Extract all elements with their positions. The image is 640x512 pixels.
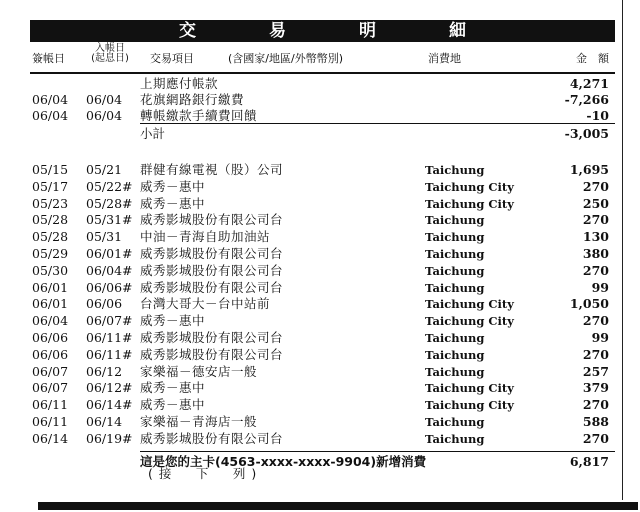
transaction-location: Taichung xyxy=(425,347,485,362)
transaction-row xyxy=(30,364,615,380)
summary-amount: 4,271 xyxy=(569,76,609,91)
summary-item: 上期應付帳款 xyxy=(140,76,219,91)
transaction-entry-date: 05/28# xyxy=(86,195,133,211)
transaction-row xyxy=(30,229,615,245)
transaction-post-date: 06/06 xyxy=(32,346,69,362)
transaction-item: 威秀影城股份有限公司台 xyxy=(140,346,284,362)
transaction-post-date: 06/06 xyxy=(32,330,69,345)
transaction-amount: 270 xyxy=(582,346,609,362)
transaction-item: 群健有線電視（股）公司 xyxy=(140,162,284,177)
transaction-entry-date: 06/12# xyxy=(86,380,133,396)
total-amount: 6,817 xyxy=(569,454,609,469)
transaction-post-date: 06/07 xyxy=(32,380,69,396)
adjacent-page-edge xyxy=(622,0,640,512)
transaction-item: 威秀影城股份有限公司台 xyxy=(140,430,284,446)
transaction-location: Taichung xyxy=(425,415,485,429)
subtotal-amount: -3,005 xyxy=(564,126,609,141)
header-rule xyxy=(30,72,615,74)
continued-note: (接 下 列) xyxy=(148,466,263,481)
transaction-item: 中油－青海自助加油站 xyxy=(140,229,271,245)
summary-post-date: 06/04 xyxy=(32,92,69,107)
transaction-row xyxy=(30,431,615,447)
summary-entry-date: 06/04 xyxy=(86,92,123,107)
transaction-row xyxy=(30,397,615,413)
transaction-post-date: 05/23 xyxy=(32,195,69,211)
transaction-amount: 270 xyxy=(582,313,609,329)
transaction-amount: 99 xyxy=(591,279,609,295)
transaction-entry-date: 06/14# xyxy=(86,397,133,413)
transaction-post-date: 05/17 xyxy=(32,178,69,194)
col-entry-date-line2: (起息日) xyxy=(91,53,129,64)
transaction-location: Taichung City xyxy=(425,179,514,194)
transaction-item: 威秀影城股份有限公司台 xyxy=(140,212,284,228)
transaction-amount: 380 xyxy=(582,246,609,261)
transaction-amount: 99 xyxy=(591,330,609,345)
transaction-location: Taichung xyxy=(425,247,485,261)
transaction-row xyxy=(30,246,615,262)
col-item: 交易項目 xyxy=(150,52,194,65)
transaction-entry-date: 06/14 xyxy=(86,414,123,429)
transaction-post-date: 06/04 xyxy=(32,313,69,329)
statement-title: 交 易 明 細 xyxy=(30,20,615,42)
transaction-item: 家樂福－青海店一般 xyxy=(140,414,258,429)
transaction-location: Taichung xyxy=(425,364,485,379)
summary-amount: -10 xyxy=(586,108,609,123)
transaction-row xyxy=(30,263,615,279)
transaction-entry-date: 06/11# xyxy=(86,346,133,362)
transaction-amount: 379 xyxy=(582,380,609,396)
summary-entry-date: 06/04 xyxy=(86,108,123,123)
summary-row xyxy=(30,92,615,108)
transaction-row xyxy=(30,179,615,195)
transaction-item: 台灣大哥大－台中站前 xyxy=(140,296,271,312)
transaction-location: Taichung City xyxy=(425,297,514,312)
transaction-amount: 270 xyxy=(582,397,609,413)
summary-item: 轉帳繳款手續費回饋 xyxy=(140,108,258,123)
transaction-entry-date: 05/22# xyxy=(86,178,133,194)
transaction-entry-date: 06/06 xyxy=(86,296,123,312)
transaction-location: Taichung xyxy=(425,163,485,177)
col-amount: 金 額 xyxy=(576,52,609,65)
transaction-amount: 270 xyxy=(582,178,609,194)
transaction-post-date: 06/01 xyxy=(32,296,69,312)
col-entry-date xyxy=(86,44,134,64)
summary-item: 花旗網路銀行繳費 xyxy=(140,92,245,107)
col-item-note: (含國家/地區/外幣幣別) xyxy=(228,52,343,65)
transaction-amount: 130 xyxy=(582,229,609,245)
subtotal-label: 小計 xyxy=(140,126,166,141)
transaction-entry-date: 05/31 xyxy=(86,229,123,245)
subtotal-rule xyxy=(140,123,615,124)
transaction-item: 家樂福－德安店一般 xyxy=(140,363,258,379)
transaction-entry-date: 06/19# xyxy=(86,430,133,446)
transaction-location: Taichung City xyxy=(425,196,514,211)
transaction-post-date: 05/29 xyxy=(32,246,69,261)
transaction-post-date: 06/07 xyxy=(32,363,69,379)
transaction-entry-date: 06/07# xyxy=(86,313,133,329)
transaction-amount: 270 xyxy=(582,262,609,278)
transaction-entry-date: 06/01# xyxy=(86,246,133,261)
transaction-entry-date: 06/11# xyxy=(86,330,133,345)
transaction-post-date: 06/11 xyxy=(32,397,69,413)
transaction-item: 威秀－惠中 xyxy=(140,195,206,211)
column-header xyxy=(30,43,615,71)
total-row xyxy=(30,454,615,470)
summary-row xyxy=(30,76,615,92)
transaction-entry-date: 05/21 xyxy=(86,162,123,177)
transaction-row xyxy=(30,330,615,346)
transaction-amount: 257 xyxy=(582,363,609,379)
subtotal-row xyxy=(30,126,615,142)
transaction-location: Taichung City xyxy=(425,381,514,396)
transaction-amount: 270 xyxy=(582,430,609,446)
transaction-item: 威秀影城股份有限公司台 xyxy=(140,330,284,345)
transaction-location: Taichung xyxy=(425,331,485,345)
transaction-location: Taichung City xyxy=(425,314,514,329)
transaction-location: Taichung xyxy=(425,280,485,295)
transaction-row xyxy=(30,414,615,430)
transaction-item: 威秀－惠中 xyxy=(140,178,206,194)
transaction-row xyxy=(30,196,615,212)
transaction-row xyxy=(30,280,615,296)
transaction-post-date: 05/28 xyxy=(32,212,69,228)
transaction-post-date: 05/15 xyxy=(32,162,69,177)
transaction-location: Taichung xyxy=(425,431,485,446)
transaction-post-date: 06/11 xyxy=(32,414,69,429)
transaction-post-date: 05/30 xyxy=(32,262,69,278)
transaction-item: 威秀－惠中 xyxy=(140,397,206,413)
col-location: 消費地 xyxy=(428,52,461,65)
transaction-row xyxy=(30,380,615,396)
transaction-location: Taichung xyxy=(425,263,485,278)
transaction-item: 威秀－惠中 xyxy=(140,380,206,396)
transaction-item: 威秀影城股份有限公司台 xyxy=(140,246,284,261)
transaction-row xyxy=(30,162,615,178)
summary-amount: -7,266 xyxy=(564,92,609,107)
transaction-item: 威秀－惠中 xyxy=(140,313,206,329)
transaction-post-date: 05/28 xyxy=(32,229,69,245)
summary-row xyxy=(30,108,615,124)
transaction-row xyxy=(30,296,615,312)
transaction-location: Taichung xyxy=(425,213,485,228)
transaction-amount: 588 xyxy=(582,414,609,429)
transaction-post-date: 06/01 xyxy=(32,279,69,295)
col-post-date: 簽帳日 xyxy=(32,52,65,65)
transaction-row xyxy=(30,212,615,228)
transaction-amount: 1,050 xyxy=(569,296,609,312)
transaction-item: 威秀影城股份有限公司台 xyxy=(140,279,284,295)
total-rule xyxy=(140,451,615,452)
transaction-location: Taichung City xyxy=(425,398,514,413)
total-label: 這是您的主卡(4563-xxxx-xxxx-9904)新增消費 xyxy=(140,454,427,469)
transaction-amount: 270 xyxy=(582,212,609,228)
bottom-bar xyxy=(0,500,640,512)
transaction-entry-date: 06/06# xyxy=(86,279,133,295)
transaction-location: Taichung xyxy=(425,230,485,245)
transaction-post-date: 06/14 xyxy=(32,430,69,446)
transaction-row xyxy=(30,313,615,329)
transaction-amount: 250 xyxy=(582,195,609,211)
transaction-amount: 1,695 xyxy=(569,162,609,177)
transaction-entry-date: 05/31# xyxy=(86,212,133,228)
transaction-item: 威秀影城股份有限公司台 xyxy=(140,262,284,278)
col-entry-date-line1: 入帳日 xyxy=(95,43,125,54)
transaction-row xyxy=(30,347,615,363)
summary-post-date: 06/04 xyxy=(32,108,69,123)
transaction-entry-date: 06/04# xyxy=(86,262,133,278)
transaction-entry-date: 06/12 xyxy=(86,363,123,379)
